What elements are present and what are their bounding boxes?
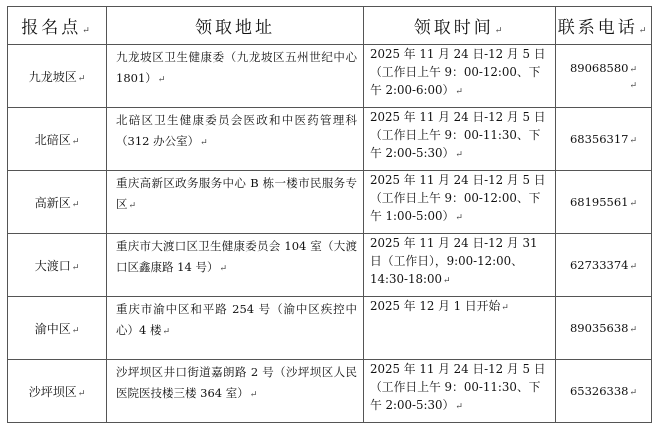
header-point: 报名点↵ [8, 7, 107, 45]
cell-phone: 89035638↵ [556, 297, 652, 360]
cell-point: 九龙坡区↵ [8, 45, 107, 108]
table-row [8, 171, 652, 234]
cell-phone: 89068580↵ ↵ [556, 45, 652, 108]
cell-address: 九龙坡区卫生健康委（九龙坡区五州世纪中心 1801）↵ [107, 45, 364, 108]
table-row [8, 45, 652, 108]
cell-point: 高新区↵ [8, 171, 107, 234]
table-row [8, 360, 652, 423]
cell-time: 2025 年 12 月 1 日开始↵ [364, 297, 556, 360]
cell-address: 重庆高新区政务服务中心 B 栋一楼市民服务专区↵ [107, 171, 364, 234]
table-row [8, 234, 652, 297]
registration-table [7, 6, 652, 423]
header-row [8, 7, 652, 45]
header-time: 领取时间↵ [364, 7, 556, 45]
cell-address: 重庆市渝中区和平路 254 号（渝中区疾控中心）4 楼↵ [107, 297, 364, 360]
cell-time: 2025 年 11 月 24 日-12 月 5 日（工作日上午 9：00-12:00、下午 2:00-6:00）↵ [364, 45, 556, 108]
header-phone: 联系电话↵ [556, 7, 652, 45]
table-row [8, 297, 652, 360]
cell-address: 重庆市大渡口区卫生健康委员会 104 室（大渡口区鑫康路 14 号）↵ [107, 234, 364, 297]
table-row [8, 108, 652, 171]
cell-address: 沙坪坝区井口街道嘉朗路 2 号（沙坪坝区人民医院医技楼三楼 364 室）↵ [107, 360, 364, 423]
cell-time: 2025 年 11 月 24 日-12 月 5 日（工作日上午 9：00-11:30、下午 2:00-5:30）↵ [364, 360, 556, 423]
cell-phone: 68195561↵ [556, 171, 652, 234]
cell-point: 北碚区↵ [8, 108, 107, 171]
cell-point: 沙坪坝区↵ [8, 360, 107, 423]
cell-point: 渝中区↵ [8, 297, 107, 360]
header-address: 领取地址 [107, 7, 364, 45]
cell-address: 北碚区卫生健康委员会医政和中医药管理科（312 办公室）↵ [107, 108, 364, 171]
cell-phone: 62733374↵ [556, 234, 652, 297]
cell-point: 大渡口↵ [8, 234, 107, 297]
cell-time: 2025 年 11 月 24 日-12 月 5 日（工作日上午 9：00-11:30、下午 2:00-5:30）↵ [364, 108, 556, 171]
cell-time: 2025 年 11 月 24 日-12 月 5 日（工作日上午 9：00-12:00、下午 1:00-5:00）↵ [364, 171, 556, 234]
cell-phone: 68356317↵ [556, 108, 652, 171]
cell-phone: 65326338↵ [556, 360, 652, 423]
cell-time: 2025 年 11 月 24 日-12 月 31 日（工作日），9:00-12:00、14:30-18:00↵ [364, 234, 556, 297]
